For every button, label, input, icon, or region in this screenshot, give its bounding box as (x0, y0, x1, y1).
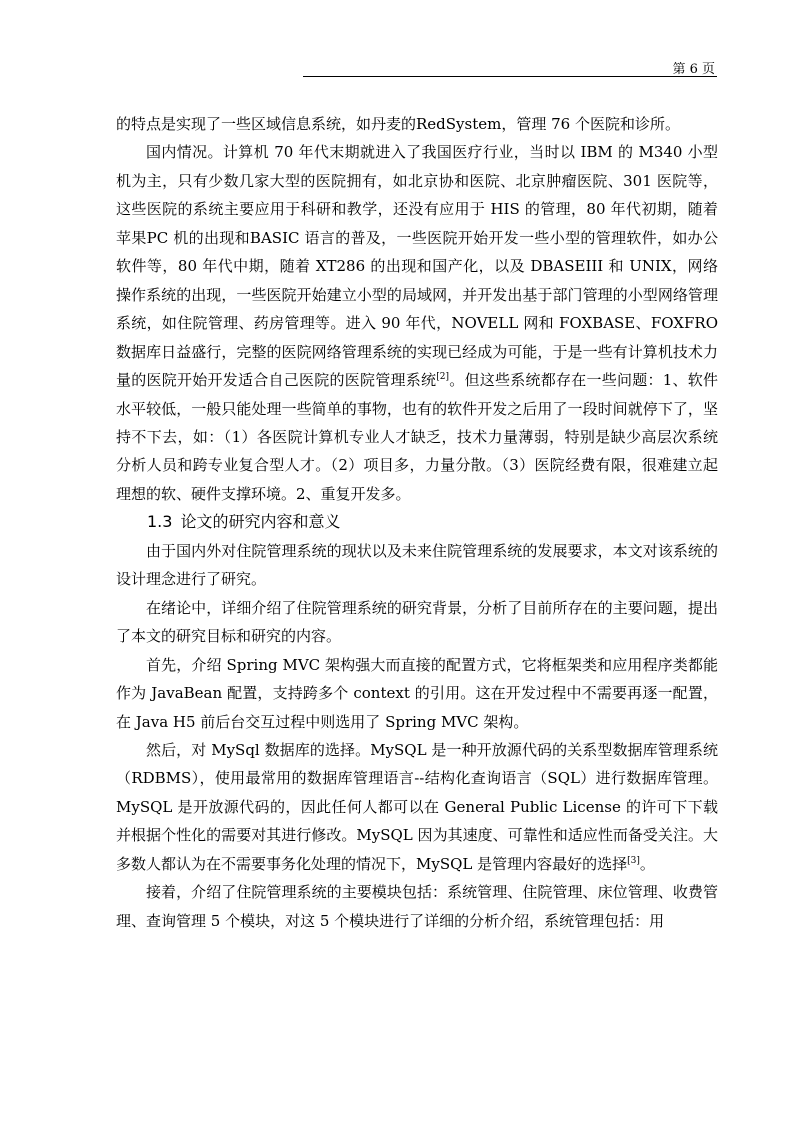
citation-ref: [3] (627, 855, 640, 866)
page-number: 第 6 页 (672, 62, 715, 77)
page-header (303, 54, 717, 77)
paragraph-continuation: 的特点是实现了一些区域信息系统，如丹麦的RedSystem，管理 76 个医院和诊所。 (116, 115, 680, 133)
document-body (116, 110, 718, 935)
citation-ref: [2] (436, 372, 449, 383)
paragraph-domestic-situation: 国内情况。计算机 70 年代末期就进入了我国医疗行业，当时以 IBM 的 M340 小型机为主，只有少数几家大型的医院拥有，如北京协和医院、北京肿瘤医院、301 医院等，这些医院的系统主要应用于科研和教学，还没有应用于 HIS 的管理，80 年代初期，随着苹果PC 机的出现和BASIC 语言的普及，一些医院开始开发一些小型的管理软件，如办公软件等，80 年代中期，随着 XT286 的出现和国产化，以及 DBASEIII 和 UNIX，网络操作系统的出现，一些医院开始建立小型的局域网，并开发出基于部门管理的小型网络管理系统，如住院管理、药房管理等。进入 90 年代，NOVELL 网和 FOXBASE、FOXFRO 数据库日益盛行，完整的医院网络管理系统的实现已经成为可能，于是一些有计算机技术力量的医院开始开发适合自己医院的医院管理系统[2]。但这些系统都存在一些问题：1、软件水平较低，一般只能处理一些简单的事物，也有的软件开发之后用了一段时间就停下了，坚持不下去，如：（1）各医院计算机专业人才缺乏，技术力量薄弱，特别是缺少高层次系统分析人员和跨专业复合型人才。（2）项目多，力量分散。（3）医院经费有限，很难建立起理想的软、硬件支撑环境。2、重复开发多。 (116, 143, 718, 503)
section-number: 1.3 (147, 512, 173, 532)
paragraph: 由于国内外对住院管理系统的现状以及未来住院管理系统的发展要求，本文对该系统的设计理念进行了研究。 (116, 541, 718, 589)
paragraph: 在绪论中，详细介绍了住院管理系统的研究背景，分析了目前所存在的主要问题，提出了本文的研究目标和研究的内容。 (116, 598, 718, 646)
paragraph: 接着，介绍了住院管理系统的主要模块包括：系统管理、住院管理、床位管理、收费管理、查询管理 5 个模块，对这 5 个模块进行了详细的分析介绍，系统管理包括：用 (116, 883, 718, 930)
section-title: 论文的研究内容和意义 (180, 512, 341, 532)
section-heading (116, 508, 718, 536)
paragraph: 首先，介绍 Spring MVC 架构强大而直接的配置方式，它将框架类和应用程序类都能作为 JavaBean 配置，支持跨多个 context 的引用。这在开发过程中不需要再逐一配置，在 Java H5 前后台交互过程中则选用了 Spring MVC 架构。 (116, 655, 718, 731)
paragraph: 然后，对 MySql 数据库的选择。MySQL 是一种开放源代码的关系型数据库管理系统（RDBMS），使用最常用的数据库管理语言--结构化查询语言（SQL）进行数据库管理。MySQL 是开放源代码的，因此任何人都可以在 General Public License 的许可下下载并根据个性化的需要对其进行修改。MySQL 因为其速度、可靠性和适应性而备受关注。大多数人都认为在不需要事务化处理的情况下，MySQL 是管理内容最好的选择[3]。 (116, 740, 718, 873)
header-rule (303, 76, 717, 77)
